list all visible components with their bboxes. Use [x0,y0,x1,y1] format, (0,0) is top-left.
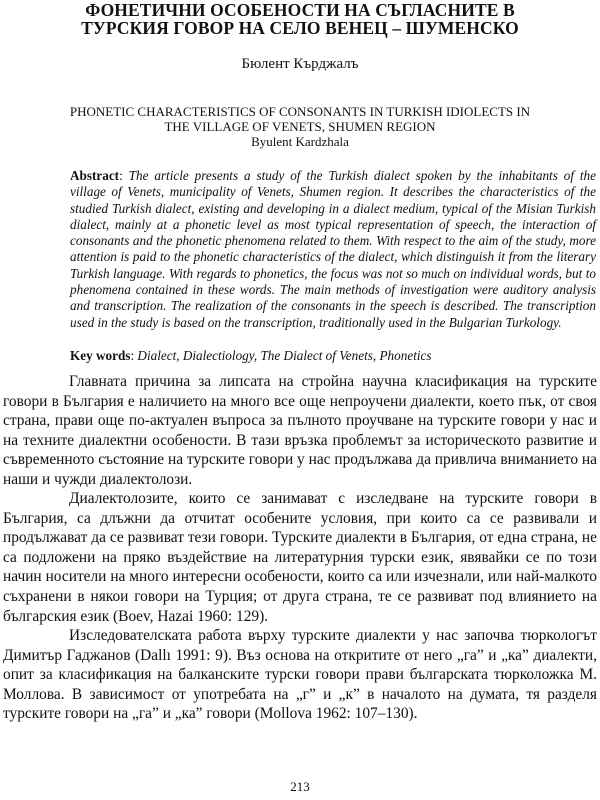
body-text [3,372,597,724]
abstract-block [4,168,596,331]
title-line-1: ФОНЕТИЧНИ ОСОБЕНОСТИ НА СЪГЛАСНИТЕ В [85,0,515,20]
article-title-english [0,104,600,134]
body-paragraph-2: Диалектолозите, които се занимават с изследване на турските говори в България, са длъжни да отчитат особените условия, при които са се развивали и продължават да се развиват тези говори. Турските диалекти в България, от една страна, не са подложени на пряко въздействие на литературния турски език, явявайки се по този начин носители на много интересни особености, които са или изчезнали, или най-малкото съхранени в някои говори на Турция; от друга страна, те се развиват под влиянието на българския език (Boev, Hazai 1960: 129). [3,490,597,625]
author-name-english: Byulent Kardzhala [251,134,349,149]
keywords-value: Dialect, Dialectiology, The Dialect of Venets, Phonetics [137,348,432,363]
keywords-label: Key words [70,348,131,363]
title-line-2: ТУРСКИЯ ГОВОР НА СЕЛО ВЕНЕЦ – ШУМЕНСКО [81,18,519,38]
article-title-bulgarian [0,1,600,37]
keywords-colon: : [130,348,138,363]
abstract-colon: : [119,168,129,183]
keywords-line [70,348,432,364]
body-paragraph-3: Изследователската работа върху турските диалекти у нас започва тюркологът Димитър Гаджанов (Dallı 1991: 9). Въз основа на откритите от него „га” и „ка” диалекти, опит за класификация на балканските турски говори прави българската тюрколожка М. Моллова. В зависимост от употребата на „г” и „к” в началото на думата, тя разделя турските говори на „га” и „ка” говори (Mollova 1962: 107–130). [3,627,597,723]
abstract-text: The article presents a study of the Turkish dialect spoken by the inhabitants of the village of Venets, municipality of Venets, Shumen region. It describes the characteristics of the studied Turkish dialect, existing and developing in a dialect medium, typical of the Misian Turkish dialect, mainly at a phonetic level as most typical representation of speech, the interaction of consonants and the phonetic phenomena related to them. With respect to the aim of the study, more attention is paid to the phonetic characteristics of the dialect, which distinguish it from the literary Turkish language. With regards to phonetics, the focus was not so much on individual words, but to phenomena contained in these words. The main methods of investigation were auditory analysis and transcription. The realization of the consonants in the speech is described. The transcription used in the study is based on the transcription, traditionally used in the Bulgarian Turkology. [70,168,596,330]
body-paragraph-1: Главната причина за липсата на стройна научна класификация на турските говори в България е наличието на много все още непроучени диалекти, което пък, от своя страна, прави още по-актуален въпроса за пълното проучване на турските говори у нас и на техните диалектни особености. В тази връзка проблемът за историческото развитие и съвременното състояние на турските говори у нас продължава да привлича вниманието на наши и чужди диалектолози. [3,373,597,488]
abstract-label: Abstract [70,168,120,183]
title-en-line-2: THE VILLAGE OF VENETS, SHUMEN REGION [164,119,436,134]
title-en-line-1: PHONETIC CHARACTERISTICS OF CONSONANTS IN TURKISH IDIOLECTS IN [69,104,531,119]
abstract-paragraph [4,168,596,331]
author-name-bulgarian: Бюлент Кърджалъ [241,56,359,72]
page-number: 213 [290,779,310,794]
